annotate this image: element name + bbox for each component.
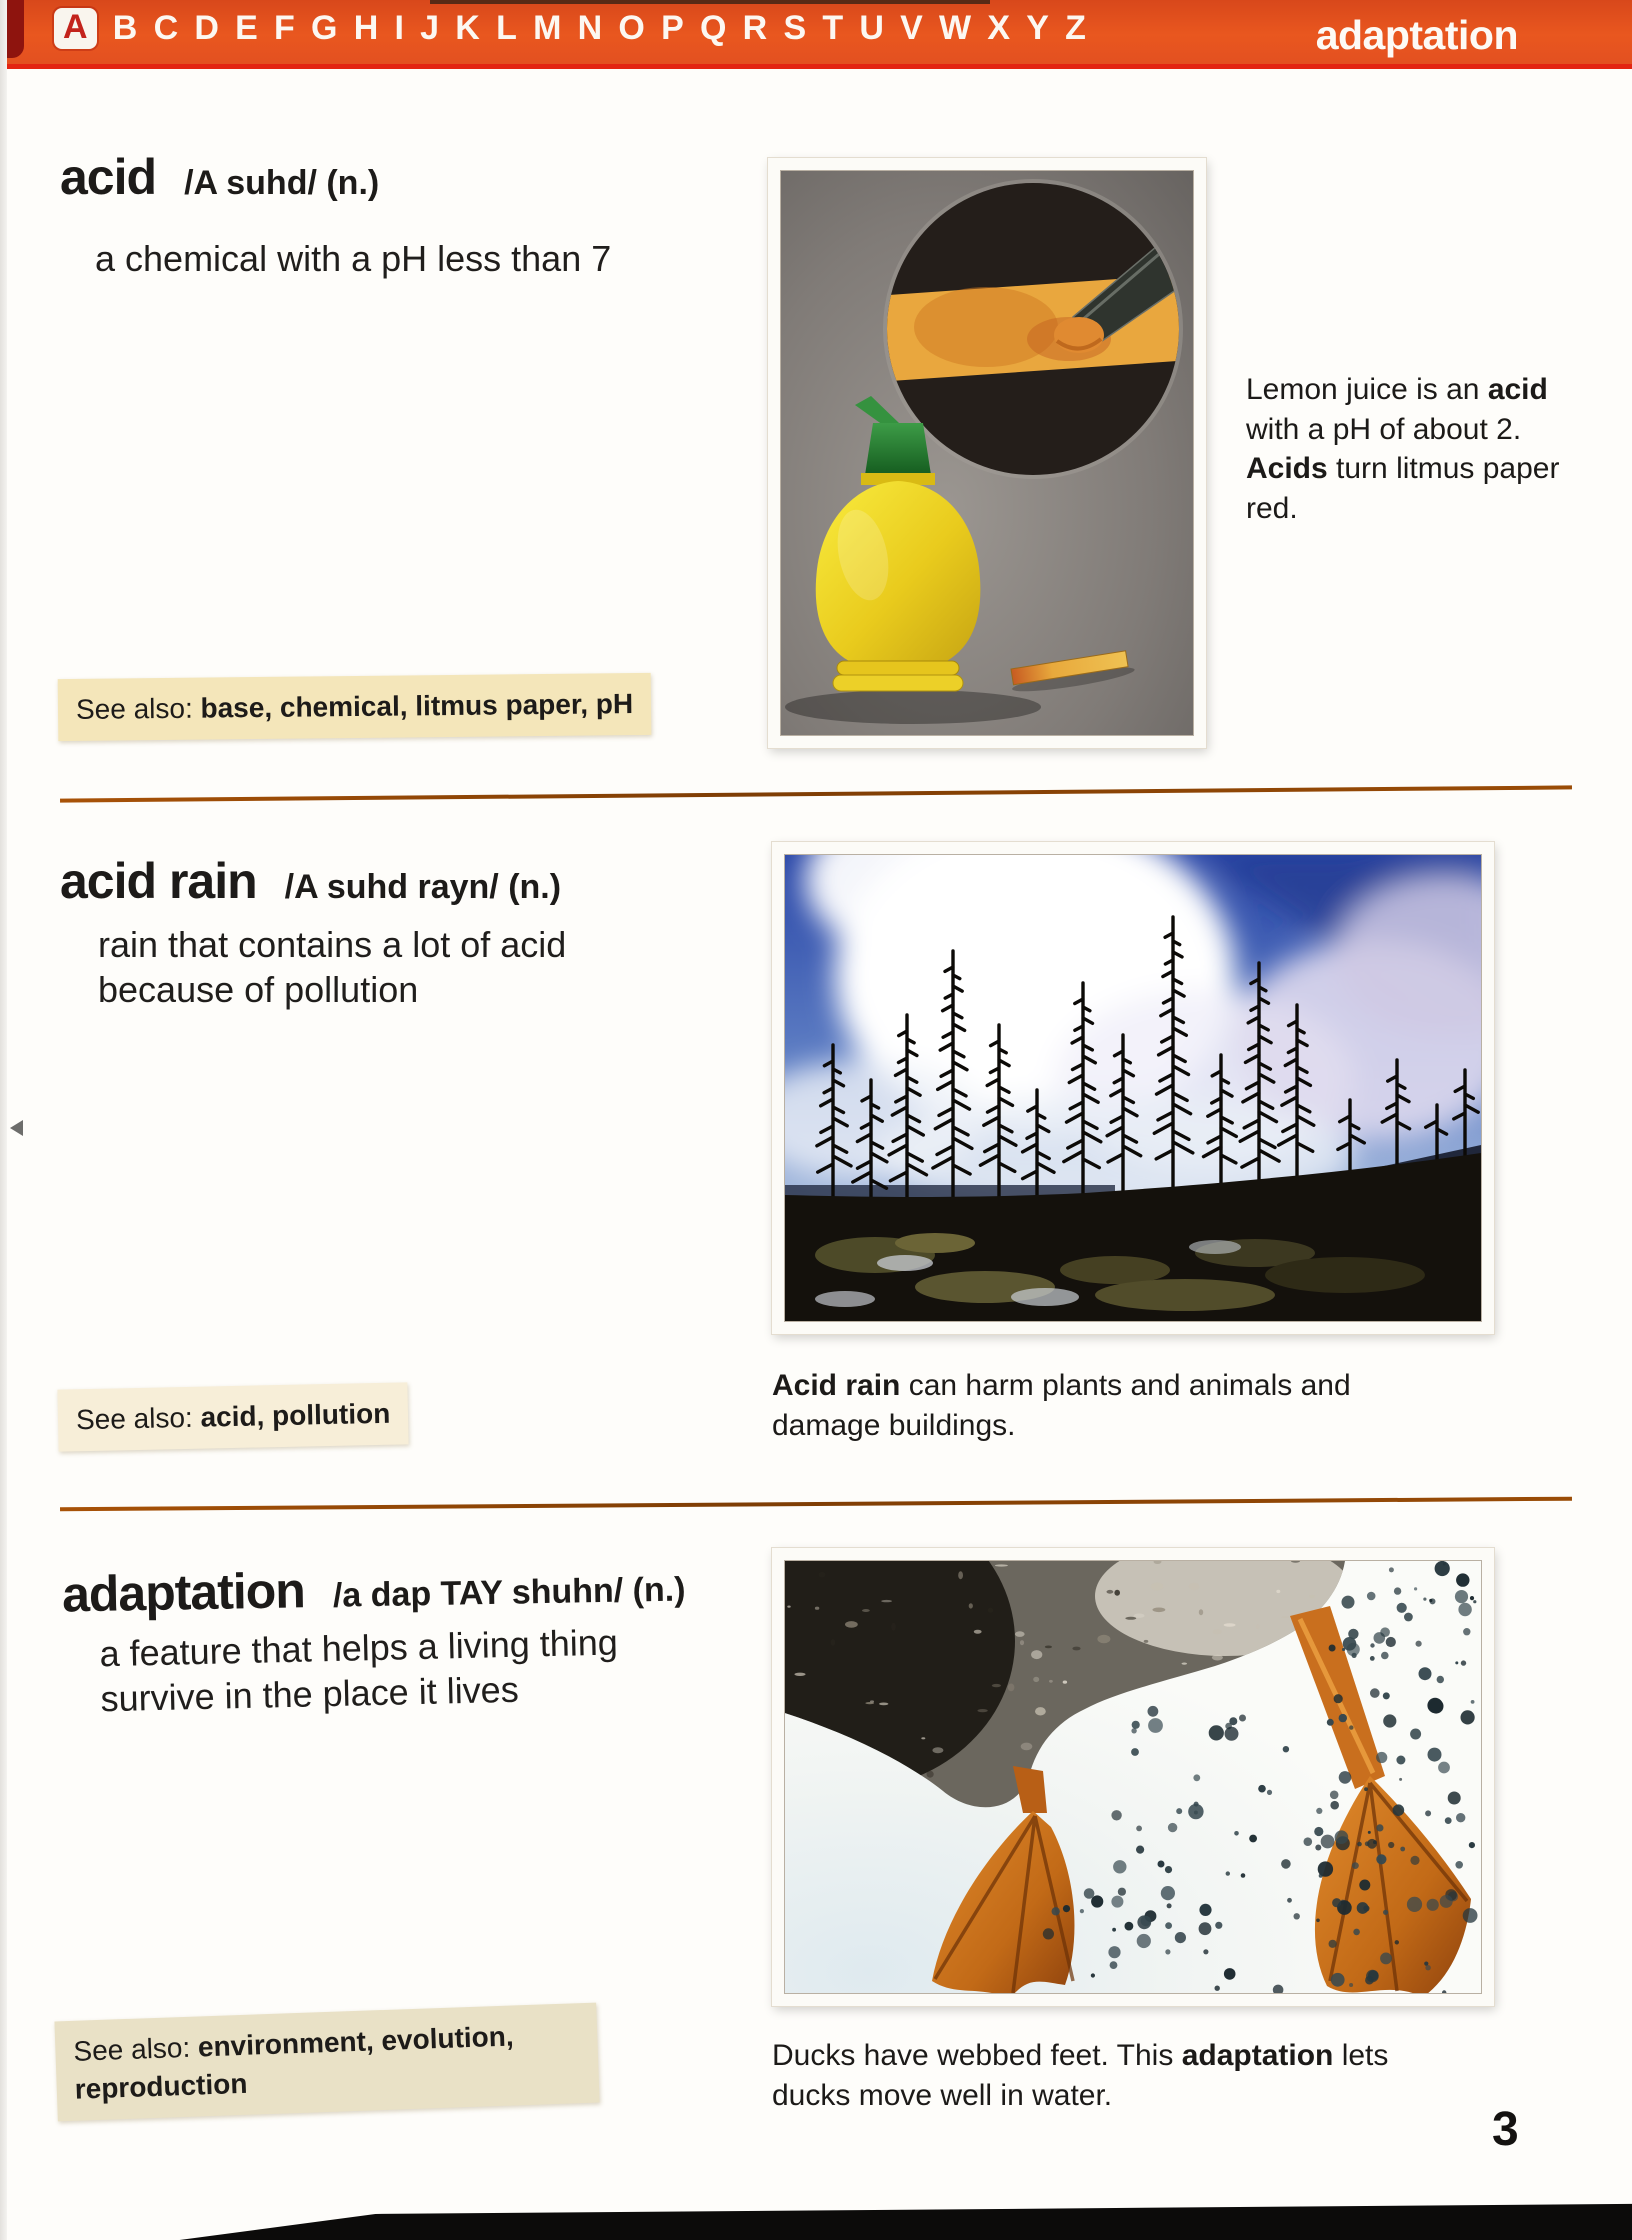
definition: a chemical with a pH less than 7: [95, 238, 612, 279]
alphabet-letter: U: [859, 9, 884, 48]
entry-adaptation-headword-row: [62, 1555, 686, 1624]
see-also-box-acid: See also: base, chemical, litmus paper, pH: [58, 673, 652, 741]
entry-acid-rain-headword-row: [60, 852, 561, 910]
definition: a feature that helps a living thing survive in the place it lives: [99, 1621, 619, 1720]
alphabet-letter: Q: [699, 9, 727, 48]
see-also-box-acid-rain: See also: acid, pollution: [57, 1382, 409, 1451]
alphabet-letter: T: [822, 9, 844, 48]
alphabet-letter: V: [900, 9, 923, 48]
acid-rain-caption: Acid rain can harm plants and animals and damage buildings.: [772, 1369, 1351, 1442]
adaptation-caption: Ducks have webbed feet. This adaptation lets ducks move well in water.: [772, 2039, 1389, 2112]
headword: acid: [60, 149, 157, 205]
page-number: 3: [1492, 2103, 1519, 2156]
alphabet-letter: P: [661, 9, 684, 48]
headword: adaptation: [61, 1562, 306, 1623]
alphabet-letter: W: [939, 9, 972, 48]
alphabet-letter: H: [353, 9, 379, 48]
alphabet-letter: C: [153, 9, 179, 48]
duck-feet-photo-illustration: [784, 1560, 1482, 1994]
entry-acid-headword-row: [60, 148, 379, 206]
guide-word: adaptation: [1315, 12, 1518, 58]
see-also-box-adaptation: See also: environment, evolution, reproduction: [54, 2003, 599, 2121]
alphabet-letter: I: [394, 9, 404, 48]
alphabet-letter: G: [311, 9, 338, 48]
alphabet-letter: F: [274, 9, 295, 48]
acid-rain-photo-illustration: [784, 854, 1482, 1322]
alphabet-letter-active: A: [54, 8, 97, 49]
scan-edge-artifact: [430, 0, 990, 4]
alphabet-letter: X: [987, 9, 1011, 48]
page-left-edge: [0, 0, 7, 2240]
alphabet-letter: K: [455, 9, 480, 48]
alphabet-strip: [54, 8, 1086, 49]
acid-caption: Lemon juice is an acid with a pH of about 2. Acids turn litmus paper red.: [1246, 373, 1560, 525]
alphabet-letter: O: [618, 9, 645, 48]
alphabet-letter: R: [742, 9, 768, 48]
alphabet-header-bar: [0, 0, 1632, 64]
duck-feet-photo: [772, 1548, 1494, 2006]
alphabet-letter: L: [496, 9, 517, 48]
book-bottom-edge: [0, 2198, 1632, 2240]
pronunciation: /A suhd rayn/ (n.): [284, 868, 562, 906]
margin-mark: [10, 1120, 23, 1136]
headword: acid rain: [60, 853, 257, 909]
alphabet-letter: E: [235, 9, 258, 48]
pronunciation: /A suhd/ (n.): [184, 164, 380, 202]
acid-rain-photo: [772, 842, 1494, 1334]
alphabet-letter: D: [194, 9, 219, 48]
definition: rain that contains a lot of acid because of pollution: [98, 924, 567, 1011]
alphabet-letter: J: [420, 9, 440, 48]
alphabet-letter: Z: [1065, 9, 1086, 48]
section-divider: [60, 1497, 1572, 1512]
alphabet-letter: M: [533, 9, 562, 48]
pronunciation: /a dap TAY shuhn/ (n.): [332, 1570, 686, 1615]
alphabet-letter: S: [783, 9, 807, 48]
acid-photo: [768, 158, 1206, 748]
acid-photo-illustration: [780, 170, 1194, 736]
alphabet-letter: B: [112, 9, 138, 48]
alphabet-letter: N: [577, 9, 603, 48]
section-divider: [60, 785, 1572, 802]
alphabet-letter: Y: [1026, 9, 1049, 48]
